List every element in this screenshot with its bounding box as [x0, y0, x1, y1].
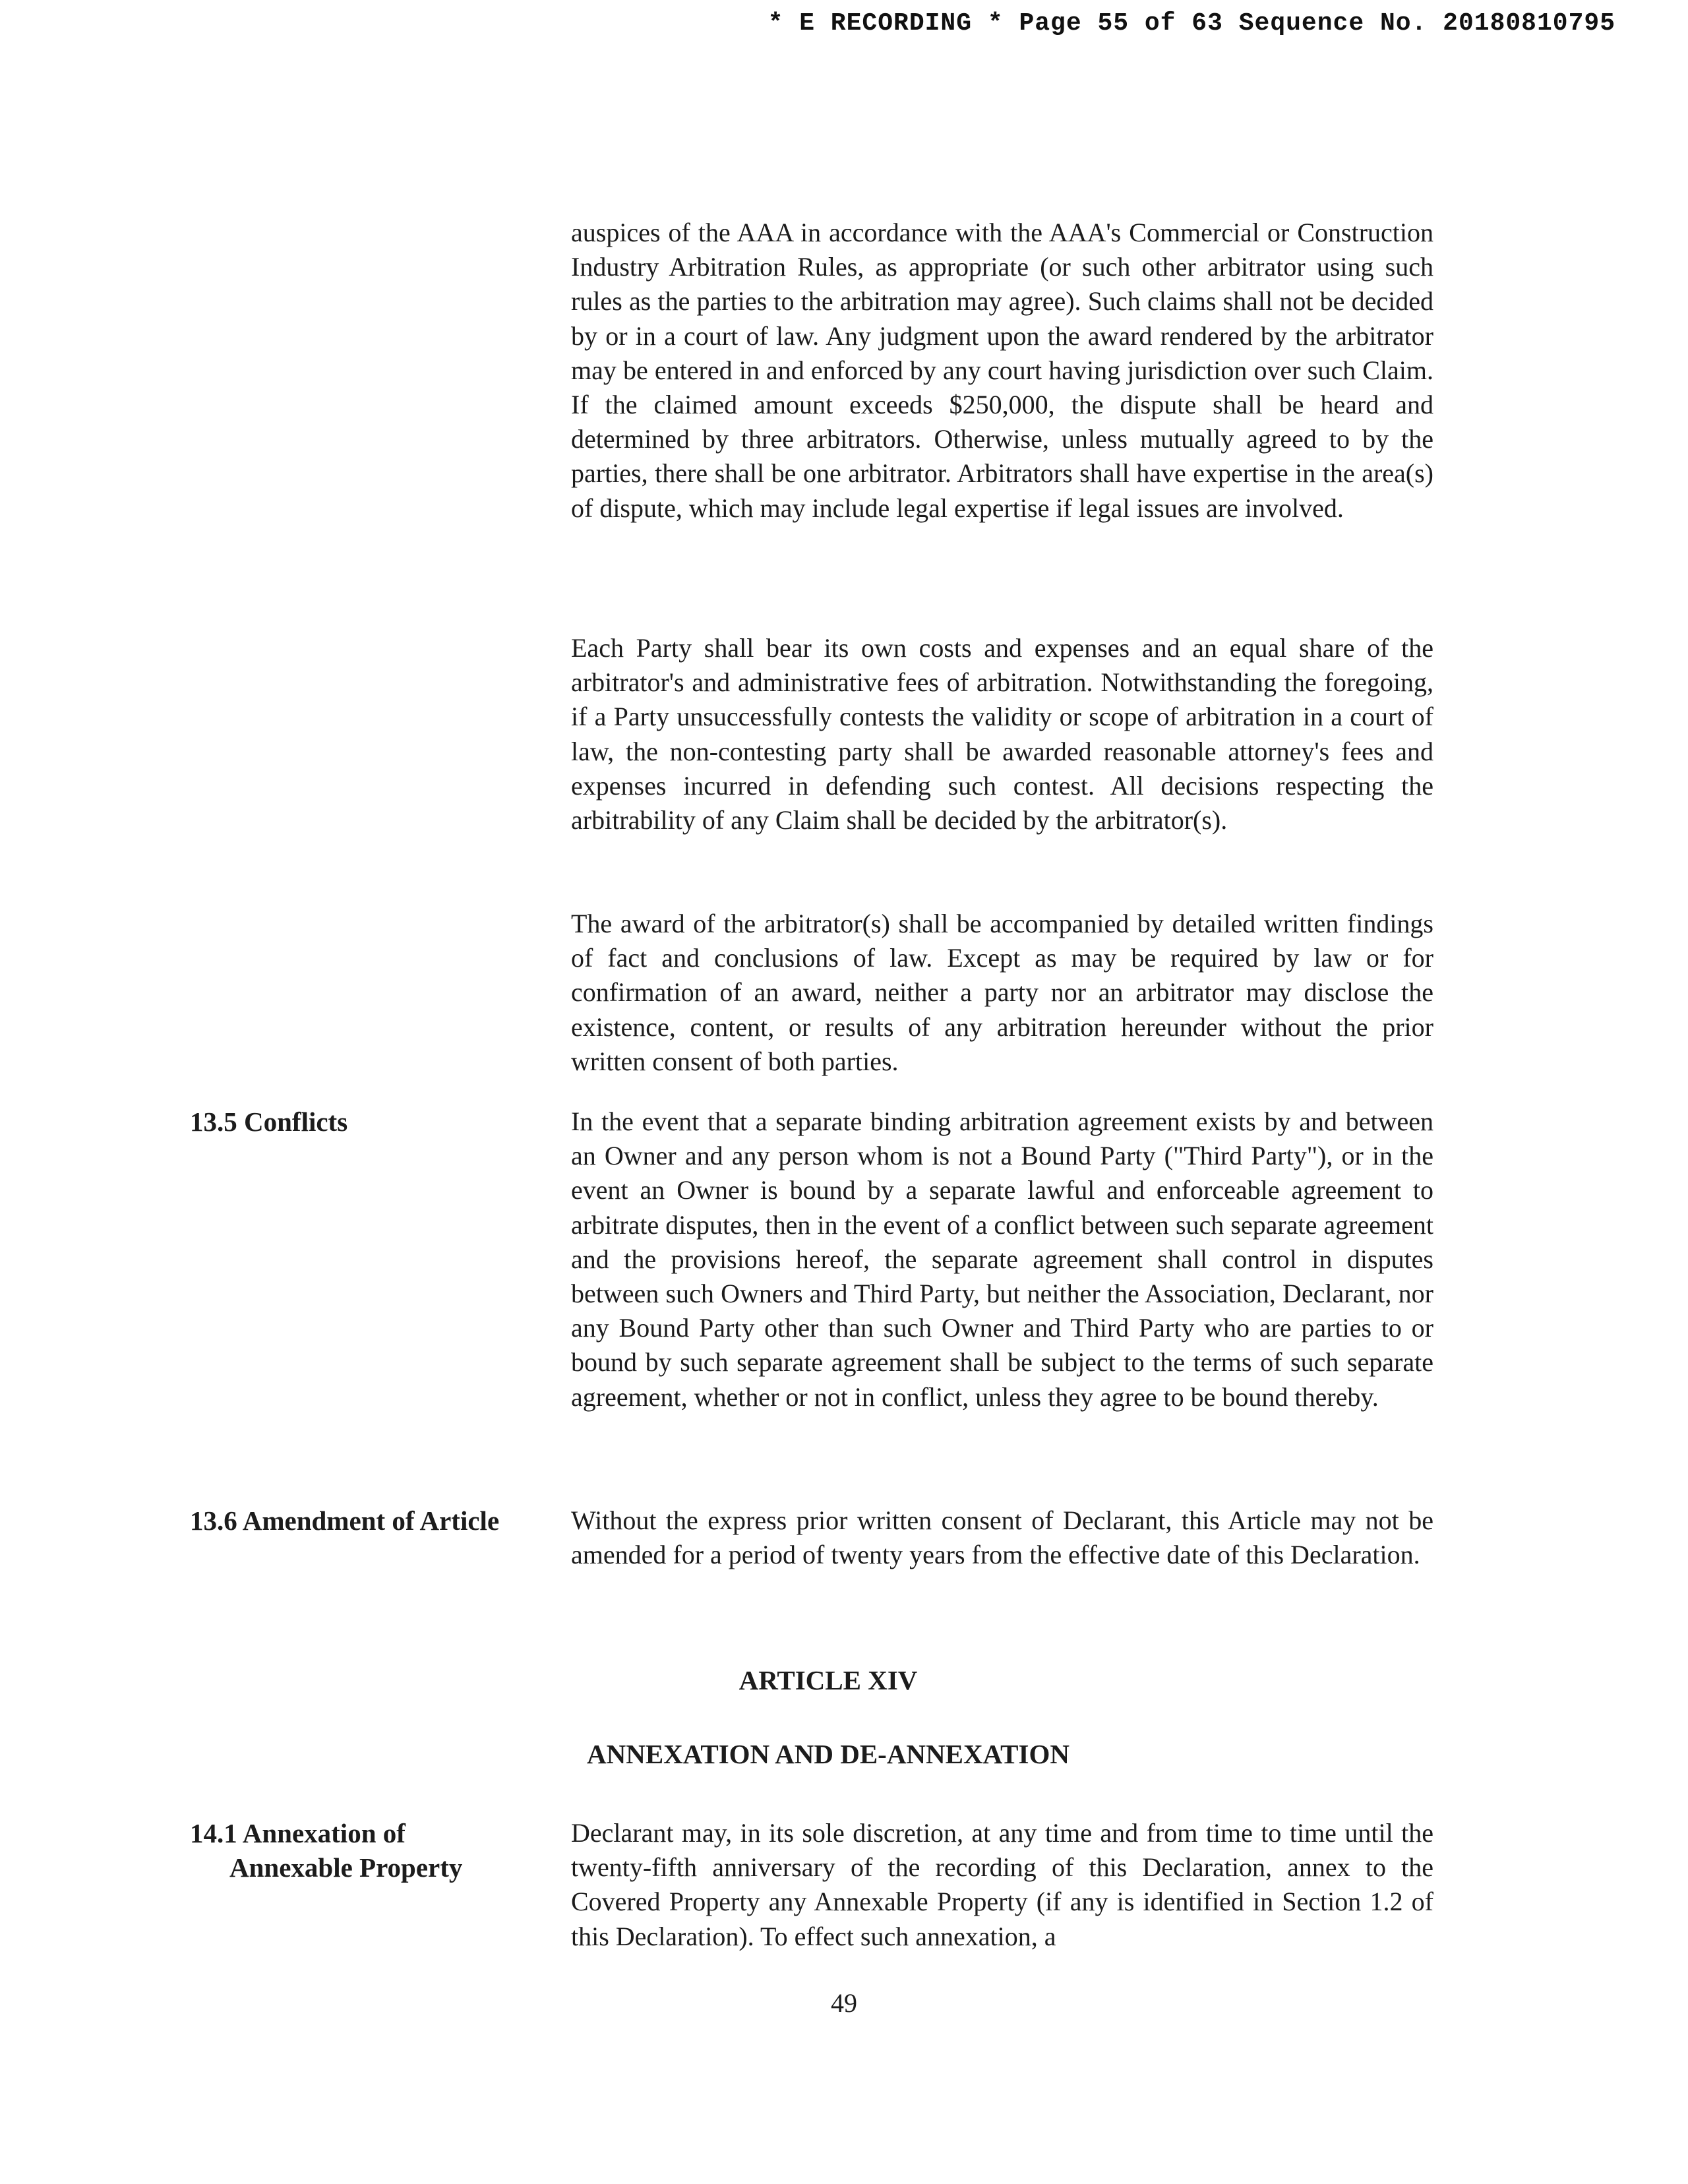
section-13-6-heading: 13.6 Amendment of Article — [190, 1505, 500, 1536]
section-14-1-text: Declarant may, in its sole discretion, at any time and from time to time until the twenty-fifth anniversary of the recording of this Declaration, annex to the Covered Property any Annexable Property (if any is identified in Section 1.2 of this Declaration). To effect such annexation, a — [571, 1818, 1433, 1951]
section-14-1-heading-line1: 14.1 Annexation of — [190, 1818, 406, 1848]
section-13-5-text: In the event that a separate binding arbitration agreement exists by and between an Owner and any person whom is not a Bound Party ("Third Party"), or in the event an Owner is bound by a separate lawful and enforceable agreement to arbitrate disputes, then in the event of a conflict between such separate agreement and the provisions hereof, the separate agreement shall control in disputes between such Owners and Third Party, but neither the Association, Declarant, nor any Bound Party other than such Owner and Third Party who are parties to or bound by such separate agreement shall be subject to the terms of such separate agreement, whether or not in conflict, unless they agree to be bound thereby. — [571, 1107, 1433, 1412]
section-14-1-heading-line2: Annexable Property — [229, 1852, 463, 1883]
page-number: 49 — [831, 1988, 857, 2018]
paragraph-arbitration-rules: auspices of the AAA in accordance with the AAA's Commercial or Construction Industry Arbitration Rules, as appropriate (or such other arbitrator using such rules as the parties to the arbitration may agree). Such claims shall not be decided by or in a court of law. Any judgment upon the award rendered by the arbitrator may be entered in and enforced by any court having jurisdiction over such Claim. If the claimed amount exceeds $250,000, the dispute shall be heard and determined by three arbitrators. Otherwise, unless mutually agreed to by the parties, there shall be one arbitrator. Arbitrators shall have expertise in the area(s) of dispute, which may include legal expertise if legal issues are involved. — [571, 218, 1433, 523]
section-13-5-heading: 13.5 Conflicts — [190, 1107, 348, 1137]
paragraph-award-findings: The award of the arbitrator(s) shall be accompanied by detailed written findings of fact and conclusions of law. Except as may be required by law or for confirmation of an award, neither a party nor an arbitrator may disclose the existence, content, or results of any arbitration hereunder without the prior written consent of both parties. — [571, 909, 1433, 1076]
article-title: ANNEXATION AND DE-ANNEXATION — [587, 1739, 1070, 1769]
paragraph-costs-and-expenses: Each Party shall bear its own costs and expenses and an equal share of the arbitrator's and administrative fees of arbitration. Notwithstanding the foregoing, if a Party unsuccessfully contests the validity or scope of arbitration in a court of law, the non-contesting party shall be awarded reasonable attorney's fees and expenses incurred in defending such contest. All decisions respecting the arbitrability of any Claim shall be decided by the arbitrator(s). — [571, 633, 1433, 835]
article-number: ARTICLE XIV — [738, 1665, 918, 1695]
section-14-1-heading — [190, 1816, 462, 1885]
section-13-6-text: Without the express prior written consent of Declarant, this Article may not be amended for a period of twenty years from the effective date of this Declaration. — [571, 1505, 1433, 1570]
recording-header: * E RECORDING * Page 55 of 63 Sequence No. 20180810795 — [768, 9, 1615, 38]
